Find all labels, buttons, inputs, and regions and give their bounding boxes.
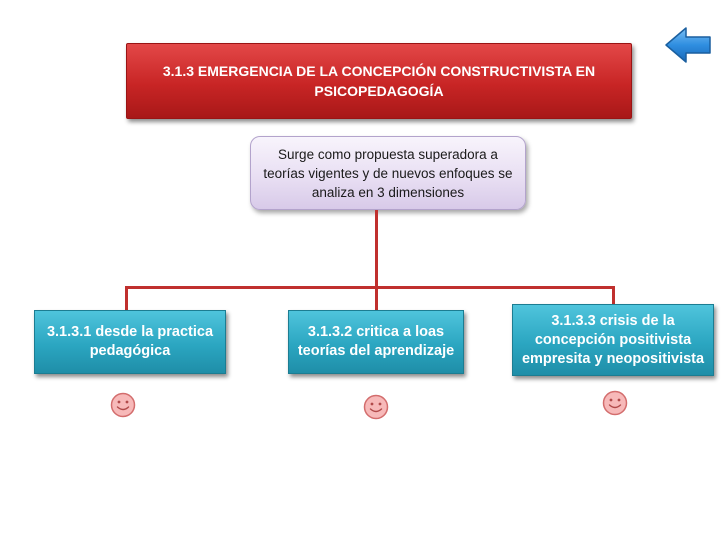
smiley-icon bbox=[602, 390, 628, 416]
dimension-box-2 bbox=[288, 310, 464, 374]
subtitle-text: Surge como propuesta superadora a teorías vigentes y de nuevos enfoques se analiza en 3 dimensiones bbox=[263, 146, 513, 200]
dimension-box-3 bbox=[512, 304, 714, 376]
smiley-icon bbox=[363, 394, 389, 420]
subtitle-box bbox=[250, 136, 526, 210]
dimension-label-2: 3.1.3.2 critica a loas teorías del aprendizaje bbox=[297, 324, 455, 359]
dimension-label-1: 3.1.3.1 desde la practica pedagógica bbox=[46, 324, 214, 359]
dimension-label-3: 3.1.3.3 crisis de la concepción positivista empresita y neopositivista bbox=[521, 312, 705, 367]
back-arrow-icon bbox=[664, 26, 712, 64]
connector-horizontal bbox=[125, 286, 615, 289]
connector-center bbox=[375, 286, 378, 310]
back-button[interactable] bbox=[664, 26, 712, 64]
dimension-box-1 bbox=[34, 310, 226, 374]
connector-vertical-main bbox=[375, 210, 378, 288]
title-text: 3.1.3 EMERGENCIA DE LA CONCEPCIÓN CONSTRUCTIVISTA EN PSICOPEDAGOGÍA bbox=[162, 63, 596, 99]
title-box bbox=[126, 43, 632, 119]
connector-left bbox=[125, 286, 128, 310]
connector-right bbox=[612, 286, 615, 304]
smiley-icon bbox=[110, 392, 136, 418]
